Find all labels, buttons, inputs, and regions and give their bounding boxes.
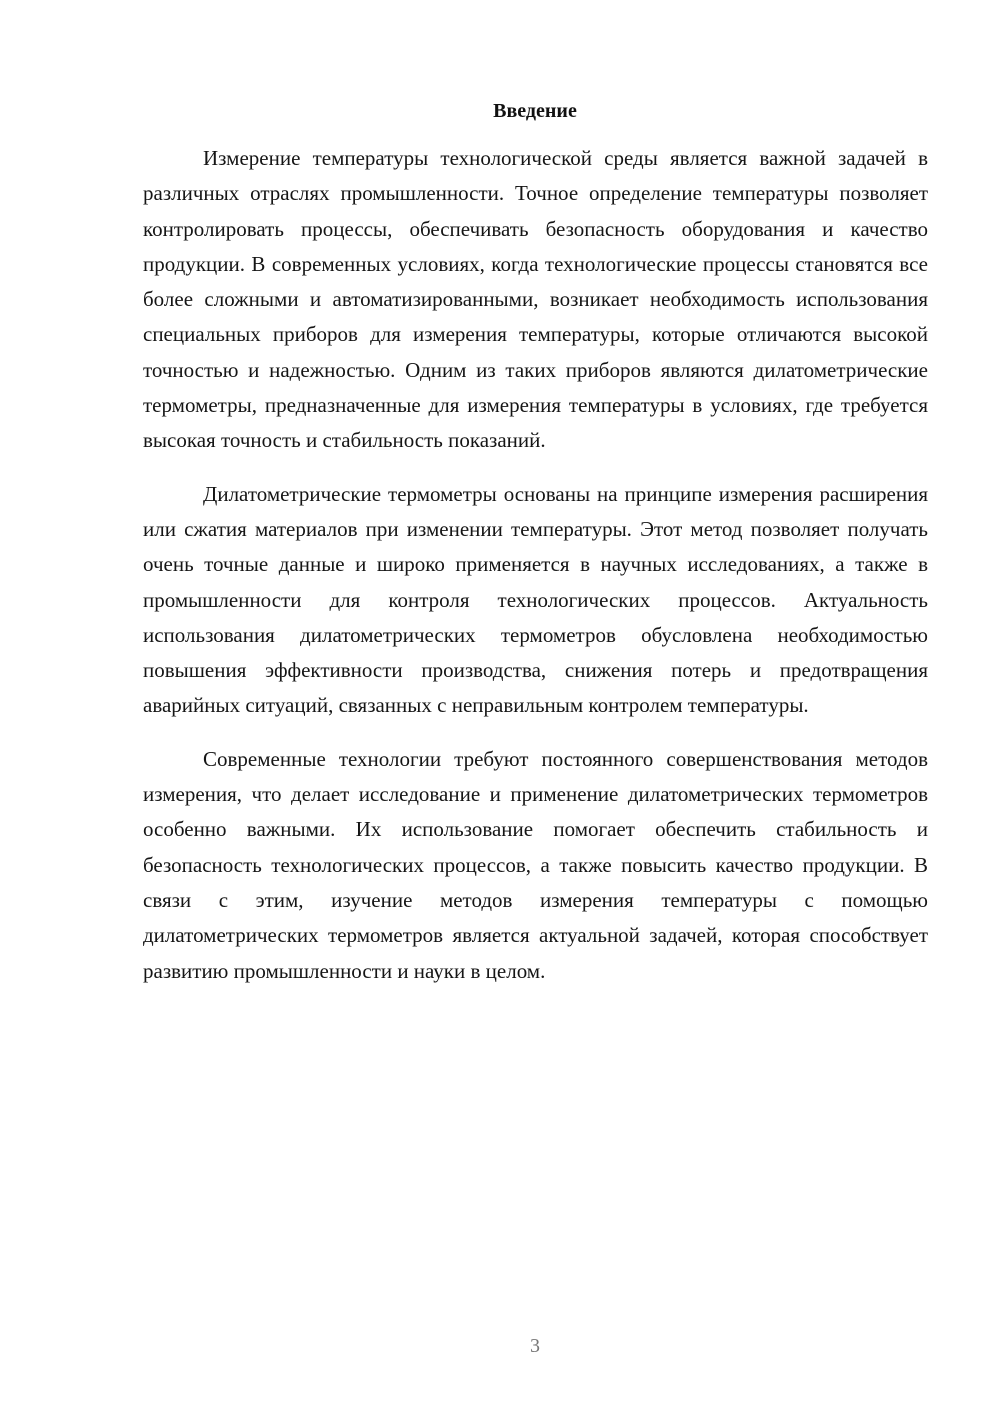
paragraph-dilatometric-principle: Дилатометрические термометры основаны на принципе измерения расширения или сжатия материалов при изменении температуры. Этот метод позволяет получать очень точные данные и широко применяется в научных исследованиях, а также в промышленности для контроля технологических процессов. Актуальность использования дилатометрических термометров обусловлена необходимостью повышения эффективности производства, снижения потерь и предотвращения аварийных ситуаций, связанных с неправильным контролем температуры. bbox=[143, 481, 928, 718]
page-number: 3 bbox=[530, 1335, 540, 1357]
paragraph-modern-technologies: Современные технологии требуют постоянного совершенствования методов измерения, что делает исследование и применение дилатометрических термометров особенно важными. Их использование помогает обеспечить стабильность и безопасность технологических процессов, а также повысить качество продукции. В связи с этим, изучение методов измерения температуры с помощью дилатометрических термометров является актуальной задачей, которая способствует развитию промышленности и науки в целом. bbox=[143, 746, 928, 983]
section-heading: Введение bbox=[493, 100, 577, 122]
body-text bbox=[143, 141, 928, 1007]
paragraph-introduction: Измерение температуры технологической среды является важной задачей в различных отраслях промышленности. Точное определение температуры позволяет контролировать процессы, обеспечивать безопасность оборудования и качество продукции. В современных условиях, когда технологические процессы становятся все более сложными и автоматизированными, возникает необходимость использования специальных приборов для измерения температуры, которые отличаются высокой точностью и надежностью. Одним из таких приборов являются дилатометрические термометры, предназначенные для измерения температуры в условиях, где требуется высокая точность и стабильность показаний. bbox=[143, 146, 928, 453]
